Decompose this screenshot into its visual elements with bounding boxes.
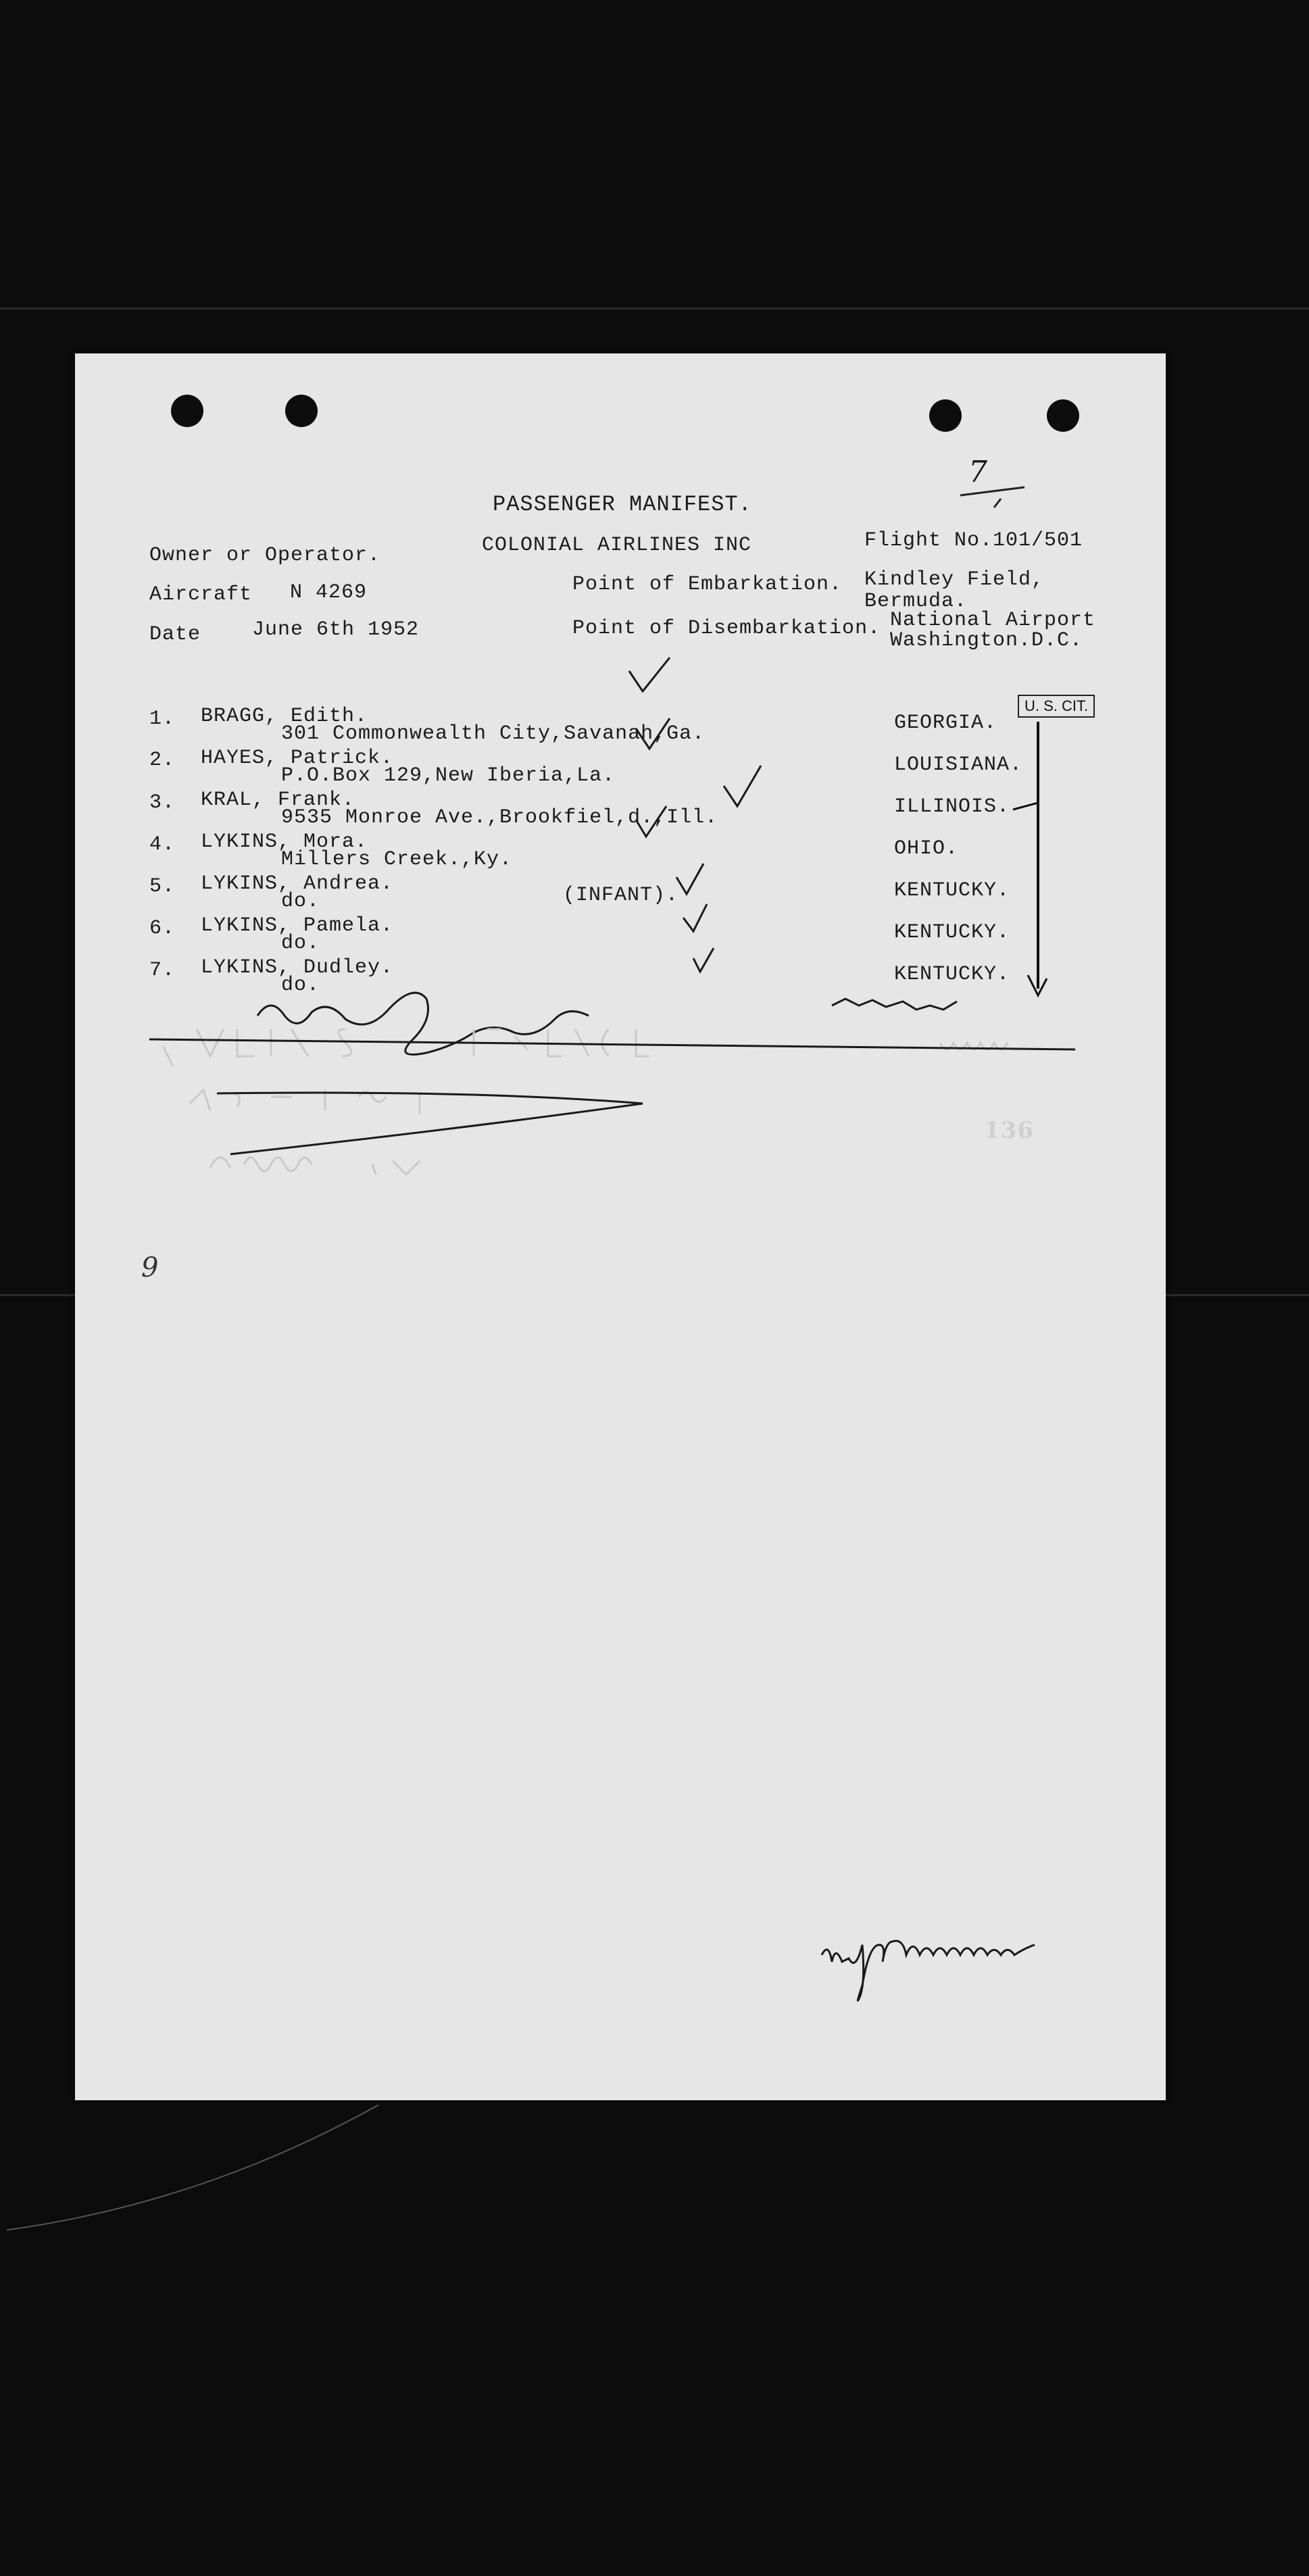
passenger-address: Millers Creek.,Ky. bbox=[281, 848, 513, 871]
passenger-name: HAYES, Patrick. bbox=[201, 747, 394, 770]
embarkation-value-2: Bermuda. bbox=[864, 590, 968, 613]
citizenship-stamp: U. S. CIT. bbox=[1018, 695, 1095, 718]
passenger-name: BRAGG, Edith. bbox=[201, 705, 368, 728]
disembarkation-label: Point of Disembarkation. bbox=[572, 617, 881, 640]
stray-number: 136 bbox=[984, 1117, 1034, 1144]
passenger-state: KENTUCKY. bbox=[894, 921, 1010, 944]
flight-number: Flight No.101/501 bbox=[864, 529, 1083, 552]
passenger-state: KENTUCKY. bbox=[894, 963, 1010, 986]
passenger-name: LYKINS, Dudley. bbox=[201, 956, 394, 979]
passenger-number: 7. bbox=[149, 959, 176, 982]
passenger-state: KENTUCKY. bbox=[894, 879, 1010, 902]
page-title: PASSENGER MANIFEST. bbox=[493, 492, 752, 517]
passenger-state: ILLINOIS. bbox=[894, 795, 1010, 818]
embarkation-label: Point of Embarkation. bbox=[572, 573, 843, 596]
passenger-address: P.O.Box 129,New Iberia,La. bbox=[281, 764, 616, 787]
passenger-name: LYKINS, Andrea. bbox=[201, 872, 394, 895]
owner-label: Owner or Operator. bbox=[149, 544, 381, 567]
passenger-state: OHIO. bbox=[894, 837, 959, 860]
passenger-address: do. bbox=[281, 890, 320, 913]
passenger-name: KRAL, Frank. bbox=[201, 789, 355, 812]
passenger-number: 3. bbox=[149, 791, 176, 814]
film-scratch bbox=[0, 2102, 419, 2237]
passenger-number: 5. bbox=[149, 875, 176, 898]
disembarkation-value: National Airport bbox=[890, 609, 1096, 632]
date-value: June 6th 1952 bbox=[252, 618, 420, 641]
passenger-address: 9535 Monroe Ave.,Brookfiel,d.,Ill. bbox=[281, 806, 718, 829]
date-label: Date bbox=[149, 623, 201, 646]
disembarkation-value-2: Washington.D.C. bbox=[890, 629, 1083, 652]
crossed-out-entry bbox=[136, 1009, 1150, 1212]
passenger-number: 2. bbox=[149, 749, 176, 772]
passenger-address: 301 Commonwealth City,Savanah,Ga. bbox=[281, 722, 706, 745]
passenger-note: (INFANT). bbox=[563, 884, 679, 907]
passenger-state: LOUISIANA. bbox=[894, 753, 1023, 776]
aircraft-label: Aircraft bbox=[149, 583, 253, 606]
passenger-number: 1. bbox=[149, 708, 176, 730]
passenger-address: do. bbox=[281, 932, 320, 955]
embarkation-value: Kindley Field, bbox=[864, 568, 1045, 591]
passenger-state: GEORGIA. bbox=[894, 712, 997, 735]
passenger-number: 4. bbox=[149, 833, 176, 856]
aircraft-value: N 4269 bbox=[290, 581, 368, 604]
manifest-sheet bbox=[75, 353, 1166, 2100]
passenger-name: LYKINS, Mora. bbox=[201, 831, 368, 853]
passenger-address: do. bbox=[281, 974, 320, 997]
owner-value: COLONIAL AIRLINES INC bbox=[482, 534, 752, 557]
corner-mark: 7 bbox=[968, 455, 988, 489]
margin-number: 9 bbox=[141, 1252, 159, 1283]
signature bbox=[815, 1914, 1126, 2016]
passenger-name: LYKINS, Pamela. bbox=[201, 914, 394, 937]
passenger-number: 6. bbox=[149, 917, 176, 940]
